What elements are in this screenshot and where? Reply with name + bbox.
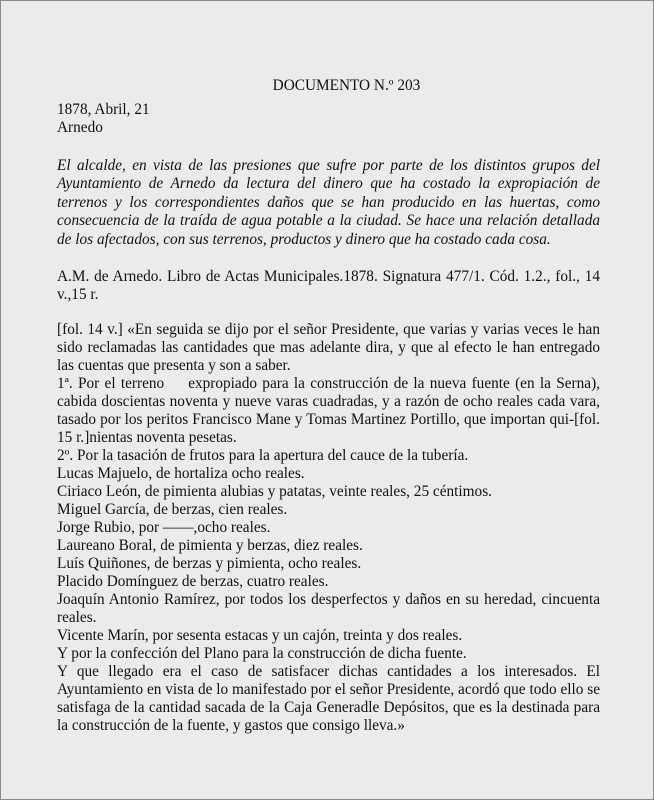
list-item: Lucas Majuelo, de hortaliza ocho reales. <box>57 465 305 483</box>
list-item: Luís Quiñones, de berzas y pimienta, ocho reales. <box>57 555 362 573</box>
body-item-1 <box>57 375 600 447</box>
list-item: Y por la confección del Plano para la construcción de dicha fuente. <box>57 645 467 663</box>
body-intro: [fol. 14 v.] «En seguida se dijo por el señor Presidente, que varias y varias veces le han sido reclamadas las cantidades que mas adelante dira, y que al efecto le han entregado las cuentas que presenta y son a saber. <box>57 321 600 375</box>
document-date: 1878, Abril, 21 <box>57 101 150 118</box>
archive-reference: A.M. de Arnedo. Libro de Actas Municipales.1878. Signatura 477/1. Cód. 1.2., fol., 14 v.,15 r. <box>57 268 600 304</box>
list-item: Placido Domínguez de berzas, cuatro reales. <box>57 573 329 591</box>
list-item: Miguel García, de berzas, cien reales. <box>57 501 288 519</box>
list-item: Joaquín Antonio Ramírez, por todos los desperfectos y daños en su heredad, cincuenta reales. <box>57 591 600 627</box>
entries-list <box>57 465 600 663</box>
document-place: Arnedo <box>57 119 103 136</box>
list-item: Laureano Boral, de pimienta y berzas, diez reales. <box>57 537 363 555</box>
document-summary: El alcalde, en vista de las presiones que sufre por parte de los distintos grupos del Ayuntamiento de Arnedo da lectura del dinero que ha costado la expropiación de terrenos y los correspondientes daños que se han producido en las huertas, como consecuencia de la traída de agua potable a la ciudad. Se hace una relación detallada de los afectados, con sus terrenos, productos y dinero que ha costado cada cosa. <box>57 157 600 248</box>
item-1-label: 1ª. Por el terreno <box>57 375 165 393</box>
document-content <box>57 77 600 735</box>
document-body <box>57 321 600 735</box>
list-item: Vicente Marín, por sesenta estacas y un cajón, treinta y dos reales. <box>57 627 463 645</box>
document-title: DOCUMENTO N.º 203 <box>272 77 421 94</box>
item-1-text: expropiado para la construcción de la nueva fuente (en la Serna), cabida doscientas noventa y nueve varas cuadradas, y a razón de ocho reales cada vara, tasado por los peritos Francisco Mane y Tomas Martinez Portillo, que importan qui-[fol. 15 r.]nientas noventa pesetas. <box>57 375 600 447</box>
body-item-2: 2º. Por la tasación de frutos para la apertura del cauce de la tubería. <box>57 447 469 465</box>
list-item: Ciriaco León, de pimienta alubias y patatas, veinte reales, 25 céntimos. <box>57 483 492 501</box>
body-closing: Y que llegado era el caso de satisfacer dichas cantidades a los interesados. El Ayuntamiento en vista de lo manifestado por el señor Presidente, acordó que todo ello se satisfaga de la cantidad sacada de la Caja Generadle Depósitos, que es la destinada para la construcción de la fuente, y gastos que consigo lleva.» <box>57 663 600 735</box>
list-item: Jorge Rubio, por ——,ocho reales. <box>57 519 271 537</box>
